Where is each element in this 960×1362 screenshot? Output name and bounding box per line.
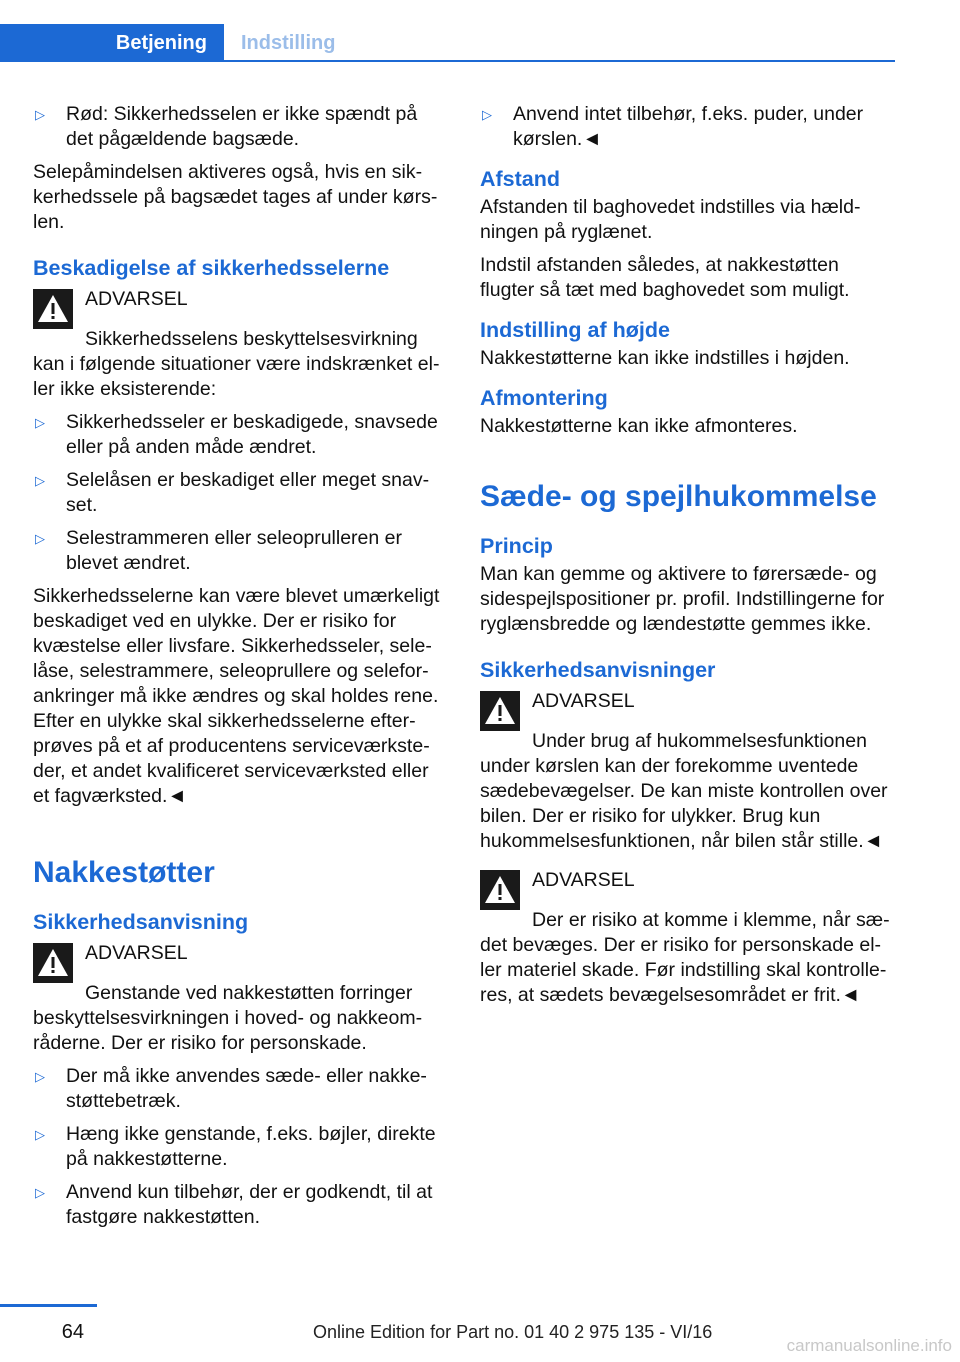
watermark: carmanualsonline.info: [786, 1336, 952, 1355]
warning-text: Der er risiko at komme i klemme, når sædet bevæges. Der er risiko for personskade eller materiel skade. Før indstilling skal kontrolleres, at sædets bevægelsesområdet er frit.◄: [480, 909, 890, 1006]
warning-text: Genstande ved nakkestøtten forringer beskyttelsesvirkningen i hoved- og nakkeområderne. Der er risiko for personskade.: [33, 982, 423, 1054]
paragraph: Man kan gemme og aktivere to førersæde- og sidespejlspositioner pr. profil. Indstillingerne for ryglænsbredde og lændestøtte gemmes ikke.: [480, 563, 885, 635]
list-item: ▷ Anvend kun tilbehør, der er godkendt, til at fastgøre nakkestøtten.: [35, 1181, 433, 1228]
chapter-heading: Nakkestøtter: [33, 856, 215, 889]
warning-block: [480, 689, 895, 854]
warning-title: ADVARSEL: [532, 869, 635, 891]
bullet-triangle-icon: ▷: [35, 415, 45, 430]
left-column: [33, 100, 448, 1238]
section-heading: Sikkerhedsanvisninger: [480, 658, 716, 682]
bullet-triangle-icon: ▷: [35, 1185, 45, 1200]
warning-block: [33, 287, 448, 809]
section-heading: Indstilling af højde: [480, 318, 670, 342]
list-item: ▷ Sikkerhedsseler er beskadigede, snavsede eller på anden måde ændret.: [35, 411, 438, 458]
bullet-triangle-icon: ▷: [35, 473, 45, 488]
page-number: 64: [61, 1321, 84, 1343]
list-item: ▷ Anvend intet tilbehør, f.eks. puder, under kørslen.◄: [482, 103, 864, 150]
paragraph: Afstanden til baghovedet indstilles via hældningen på ryglænet.: [480, 196, 861, 243]
footer-rule: [0, 1304, 97, 1307]
list-item: ▷ Hæng ikke genstande, f.eks. bøjler, direkte på nakkestøtterne.: [35, 1123, 436, 1170]
warning-text: Sikkerhedsselerne kan være blevet umærkeligt beskadiget ved en ulykke. Der er risiko for kvæstelse eller livsfare. Sikkerhedsseler, selelåse, selestrammere, seleoprullere og seleforankringer må ikke ændres og skal holdes rene. Efter en ulykke skal sikkerhedsselerne efterprøves på et af producentens serviceværksteder, et andet kvalificeret serviceværksted eller et fagværksted.◄: [33, 585, 440, 807]
warning-text: Under brug af hukommelsesfunktionen under kørslen kan der forekomme uventede sædebevægelser. De kan miste kontrollen over bilen. Der er risiko for ulykker. Brug kun hukommelsesfunktionen, når bilen står stille.◄: [480, 730, 888, 852]
right-column: [480, 100, 895, 1016]
bullet-triangle-icon: ▷: [35, 1127, 45, 1142]
bullet-triangle-icon: ▷: [482, 107, 492, 122]
warning-title: ADVARSEL: [85, 942, 188, 964]
paragraph: Indstil afstanden således, at nakkestøtten flugter så tæt med baghovedet som muligt.: [480, 254, 850, 301]
section-heading: Afmontering: [480, 386, 608, 410]
paragraph: Nakkestøtterne kan ikke indstilles i højden.: [480, 347, 850, 369]
section-heading: Princip: [480, 534, 553, 558]
paragraph: Nakkestøtterne kan ikke afmonteres.: [480, 415, 798, 437]
bullet-triangle-icon: ▷: [35, 107, 45, 122]
edition-line: Online Edition for Part no. 01 40 2 975 135 - VI/16: [313, 1322, 713, 1342]
list-item: ▷ Rød: Sikkerhedsselen er ikke spændt på det pågældende bagsæde.: [35, 103, 418, 150]
chapter-tabs: [0, 24, 895, 62]
warning-text: Sikkerhedsselens beskyttelsesvirkning kan i følgende situationer være indskrænket eller ikke eksisterende:: [33, 328, 440, 400]
warning-block: [33, 941, 448, 1230]
tab-indstilling: Indstilling: [241, 31, 336, 54]
warning-triangle-icon: [480, 691, 520, 731]
warning-block: [480, 868, 895, 1008]
warning-triangle-icon: [480, 870, 520, 910]
tab-betjening: Betjening: [0, 24, 224, 62]
bullet-triangle-icon: ▷: [35, 1069, 45, 1084]
section-heading: Afstand: [480, 167, 561, 191]
warning-title: ADVARSEL: [85, 288, 188, 310]
warning-triangle-icon: [33, 943, 73, 983]
tab-underline: [224, 60, 895, 62]
section-heading: Sikkerhedsanvisning: [33, 910, 249, 934]
section-heading: Beskadigelse af sikkerhedsselerne: [33, 256, 390, 280]
paragraph: Selepåmindelsen aktiveres også, hvis en sikkerhedssele på bagsædet tages af under kørslen.: [33, 161, 438, 233]
warning-triangle-icon: [33, 289, 73, 329]
warning-title: ADVARSEL: [532, 690, 635, 712]
bullet-triangle-icon: ▷: [35, 531, 45, 546]
list-item: ▷ Der må ikke anvendes sæde- eller nakkestøttebetræk.: [35, 1065, 427, 1112]
list-item: ▷ Selelåsen er beskadiget eller meget snavset.: [35, 469, 430, 516]
list-item: ▷ Selestrammeren eller seleoprulleren er blevet ændret.: [35, 527, 402, 574]
chapter-heading: Sæde- og spejlhukommelse: [480, 480, 877, 513]
